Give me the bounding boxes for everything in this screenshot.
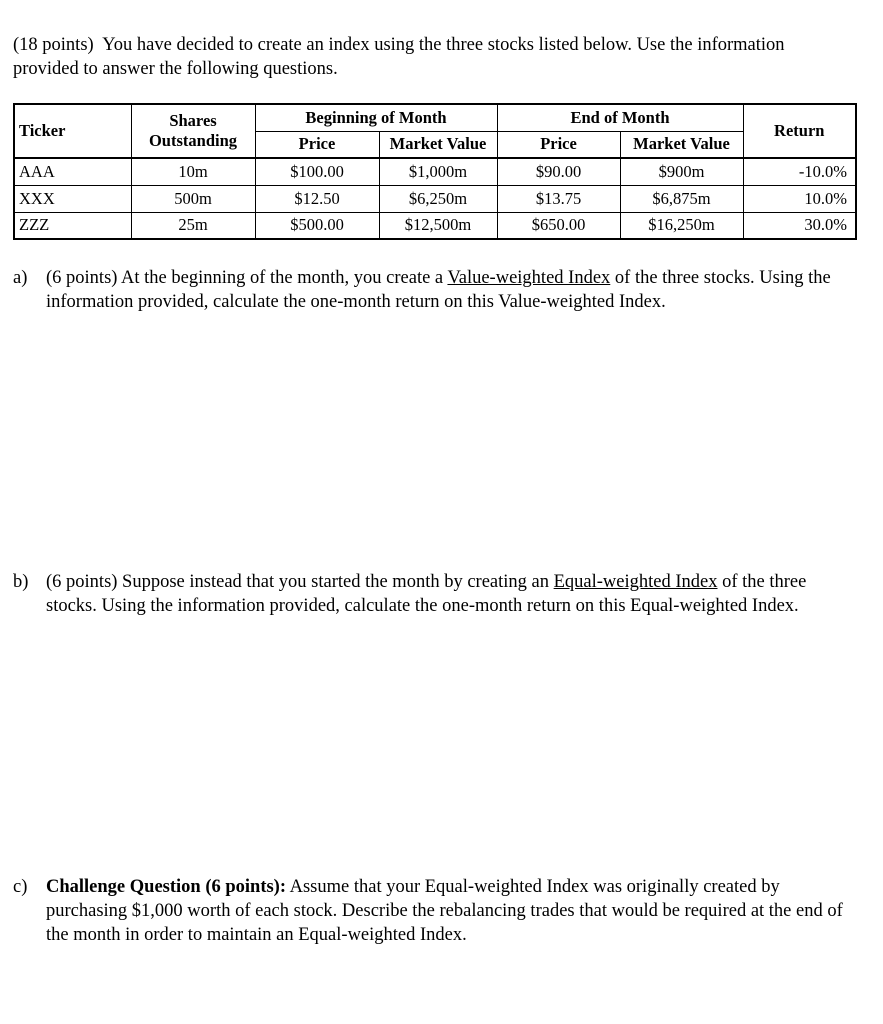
cell-begin-market-value: $6,250m: [379, 185, 497, 212]
question-c: [13, 875, 853, 947]
question-b: [13, 570, 853, 618]
cell-begin-price: $100.00: [255, 158, 379, 185]
question-c-post: Assume that your Equal-weighted Index was originally created by purchasing $1,000 worth of each stock. Describe the rebalancing trades that would be required at the end of the month in order to maintain an Equal-weighted Index.: [46, 877, 843, 945]
table-row: [14, 212, 856, 239]
intro-paragraph: [13, 33, 853, 81]
cell-ticker: ZZZ: [14, 212, 131, 239]
header-end-of-month: End of Month: [497, 104, 743, 131]
cell-end-price: $13.75: [497, 185, 620, 212]
cell-shares: 10m: [131, 158, 255, 185]
header-end-price: Price: [497, 131, 620, 158]
cell-shares: 500m: [131, 185, 255, 212]
header-begin-market-value: Market Value: [379, 131, 497, 158]
cell-begin-price: $12.50: [255, 185, 379, 212]
question-c-text: [46, 875, 853, 947]
cell-ticker: AAA: [14, 158, 131, 185]
question-b-text: [46, 570, 853, 618]
intro-text: You have decided to create an index using the three stocks listed below. Use the information provided to answer the following questions.: [13, 35, 785, 79]
cell-end-price: $90.00: [497, 158, 620, 185]
header-beginning-of-month: Beginning of Month: [255, 104, 497, 131]
intro-points: (18 points): [13, 35, 94, 55]
question-b-pre: (6 points) Suppose instead that you started the month by creating an: [46, 572, 554, 592]
cell-begin-price: $500.00: [255, 212, 379, 239]
question-b-term: Equal-weighted Index: [553, 572, 718, 592]
header-end-market-value: Market Value: [620, 131, 743, 158]
header-shares-line1: Shares: [169, 111, 217, 130]
header-shares-line2: Outstanding: [148, 131, 238, 150]
header-shares-outstanding: [131, 104, 255, 158]
table-row: [14, 185, 856, 212]
cell-begin-market-value: $1,000m: [379, 158, 497, 185]
cell-return: 30.0%: [743, 212, 856, 239]
cell-end-price: $650.00: [497, 212, 620, 239]
question-a-pre: (6 points) At the beginning of the month, you create a: [46, 268, 448, 288]
header-ticker: Ticker: [14, 104, 131, 158]
table-row: [14, 158, 856, 185]
question-a-term: Value-weighted Index: [447, 268, 611, 288]
header-begin-price: Price: [255, 131, 379, 158]
cell-end-market-value: $900m: [620, 158, 743, 185]
question-b-post: of the three stocks. Using the information provided, calculate the one-month return on this Equal-weighted Index.: [46, 572, 807, 616]
cell-return: -10.0%: [743, 158, 856, 185]
cell-begin-market-value: $12,500m: [379, 212, 497, 239]
question-a: [13, 266, 853, 314]
question-a-post: of the three stocks. Using the information provided, calculate the one-month return on this Value-weighted Index.: [46, 268, 831, 312]
table-header-row-1: [14, 104, 856, 131]
cell-end-market-value: $16,250m: [620, 212, 743, 239]
stock-data-table: [13, 103, 857, 240]
cell-ticker: XXX: [14, 185, 131, 212]
cell-return: 10.0%: [743, 185, 856, 212]
question-b-letter: b): [13, 572, 29, 592]
header-return: Return: [743, 104, 856, 158]
question-c-letter: c): [13, 877, 28, 897]
cell-end-market-value: $6,875m: [620, 185, 743, 212]
cell-shares: 25m: [131, 212, 255, 239]
question-c-heading: Challenge Question (6 points):: [46, 877, 287, 897]
question-a-letter: a): [13, 268, 28, 288]
question-a-text: [46, 266, 853, 314]
